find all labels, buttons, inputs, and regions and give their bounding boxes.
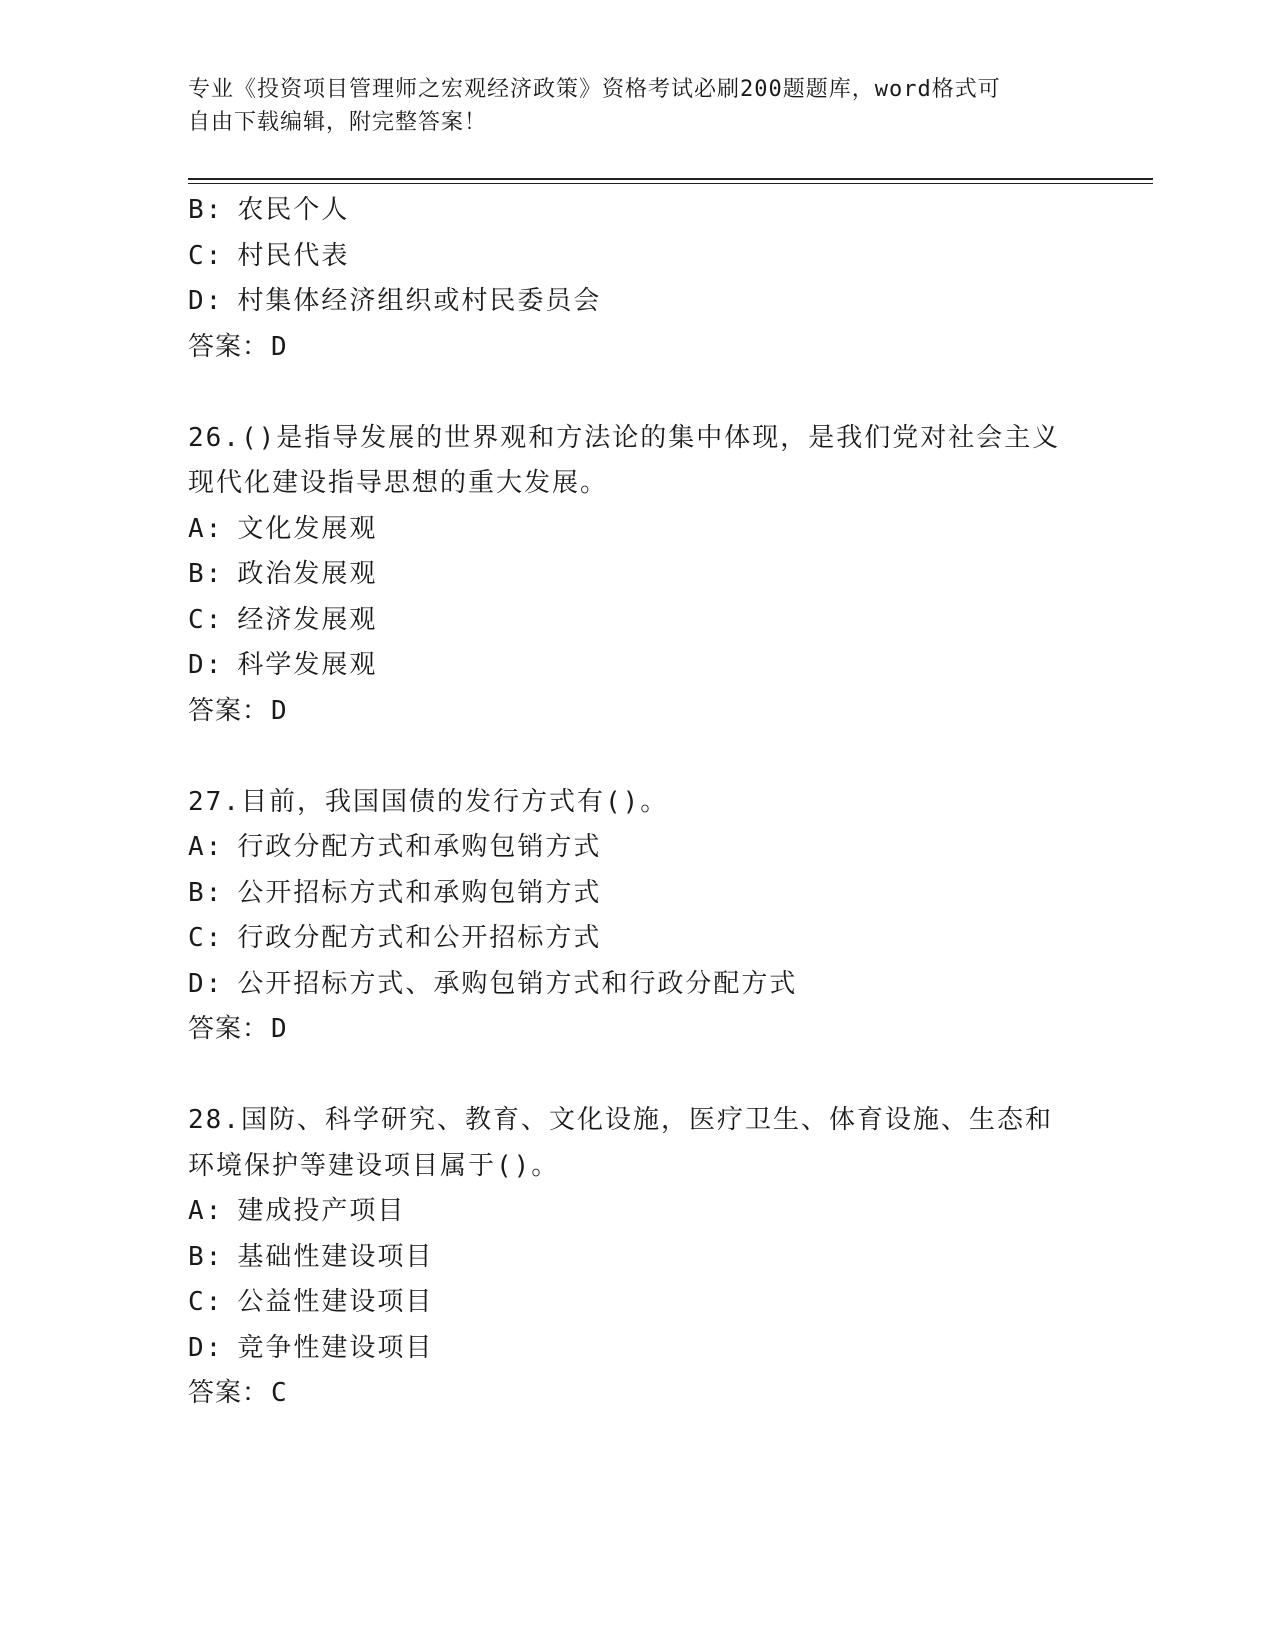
option-d: D: 村集体经济组织或村民委员会 (188, 286, 602, 316)
answer-value: D (271, 1014, 288, 1044)
answer-line: 答案：D (188, 331, 288, 362)
spacer (188, 370, 1088, 416)
question-stem-continued: 环境保护等建设项目属于()。 (188, 1150, 560, 1181)
header-divider-thick (188, 178, 1153, 180)
header-line-1: 专业《投资项目管理师之宏观经济政策》资格考试必刷200题题库，word格式可 (188, 77, 1001, 102)
option-c: C: 公益性建设项目 (188, 1287, 434, 1317)
answer-line: 答案：C (188, 1378, 288, 1408)
question-stem-continued: 现代化建设指导思想的重大发展。 (188, 468, 609, 498)
spacer (188, 734, 1088, 780)
question-27 (188, 780, 1088, 1053)
answer-value: D (271, 331, 288, 362)
option-a: A: 文化发展观 (188, 513, 378, 544)
answer-line: 答案：D (188, 1014, 288, 1044)
question-stem: 28.国防、科学研究、教育、文化设施，医疗卫生、体育设施、生态和 (188, 1105, 1053, 1135)
question-28 (188, 1098, 1088, 1417)
option-c: C: 行政分配方式和公开招标方式 (188, 923, 602, 953)
option-b: B: 公开招标方式和承购包销方式 (188, 877, 602, 908)
question-26 (188, 416, 1088, 735)
question-stem: 26.()是指导发展的世界观和方法论的集中体现，是我们党对社会主义 (188, 422, 1061, 453)
option-d: D: 公开招标方式、承购包销方式和行政分配方式 (188, 968, 798, 999)
option-b: B: 政治发展观 (188, 559, 378, 589)
answer-value: D (271, 695, 288, 726)
answer-value: C (271, 1378, 288, 1408)
answer-line: 答案：D (188, 695, 288, 726)
option-c: C: 村民代表 (188, 240, 350, 271)
header-line-2: 自由下载编辑，附完整答案！ (188, 110, 488, 135)
option-a: A: 行政分配方式和承购包销方式 (188, 832, 602, 862)
question-stem: 27.目前，我国国债的发行方式有()。 (188, 786, 669, 817)
option-d: D: 竞争性建设项目 (188, 1332, 434, 1363)
option-b: B: 基础性建设项目 (188, 1241, 434, 1272)
question-list (188, 188, 1088, 1417)
option-b: B: 农民个人 (188, 195, 350, 225)
option-a: A: 建成投产项目 (188, 1196, 406, 1226)
option-d: D: 科学发展观 (188, 650, 378, 680)
option-c: C: 经济发展观 (188, 604, 378, 635)
header-divider-thin (188, 183, 1153, 184)
spacer (188, 1053, 1088, 1099)
document-header (188, 73, 1068, 139)
question-25 (188, 188, 1088, 370)
